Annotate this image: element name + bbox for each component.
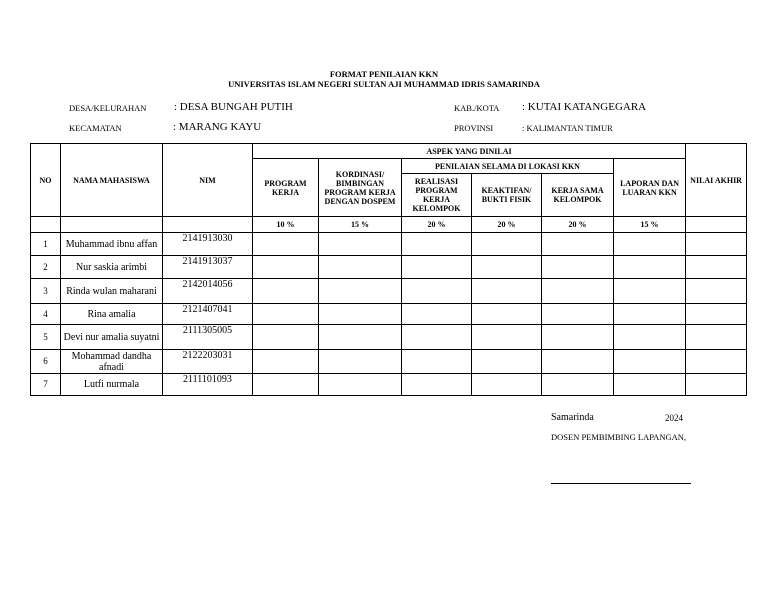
weight-spacer [61,217,163,233]
row-nama: Rinda wulan maharani [61,279,163,304]
header-nama: NAMA MAHASISWA [61,144,163,217]
row-nama: Rina amalia [61,304,163,325]
row-nama: Lutfi nurmala [61,374,163,396]
table-row [31,325,747,350]
row-nim: 2111305005 [163,325,253,350]
row-no: 7 [31,374,61,396]
score-cell [319,374,402,396]
row-nama: Mohammad dandha afnadi [61,350,163,374]
provinsi-value: : KALIMANTAN TIMUR [522,123,613,133]
score-cell [686,279,747,304]
desa-label: DESA/KELURAHAN [69,103,147,113]
weight-keaktifan: 20 % [472,217,542,233]
score-cell [614,304,686,325]
kab-label: KAB./KOTA [454,103,500,113]
score-cell [402,374,472,396]
score-cell [472,304,542,325]
score-cell [542,374,614,396]
score-cell [319,325,402,350]
score-cell [319,256,402,279]
score-cell [472,279,542,304]
score-cell [686,325,747,350]
weight-spacer [163,217,253,233]
footer-signer: DOSEN PEMBIMBING LAPANGAN, [551,432,686,442]
weight-program-kerja: 10 % [253,217,319,233]
score-cell [542,304,614,325]
provinsi-label: PROVINSI [454,123,494,133]
score-cell [614,374,686,396]
assessment-table [30,143,747,396]
row-nama: Devi nur amalia suyatni [61,325,163,350]
header-aspek: ASPEK YANG DINILAI [253,144,686,159]
document-title: FORMAT PENILAIAN KKN [329,69,439,79]
score-cell [402,233,472,256]
table-row [31,233,747,256]
header-nilai-akhir: NILAI AKHIR [686,144,747,217]
score-cell [319,304,402,325]
score-cell [253,374,319,396]
table-row [31,256,747,279]
table-row [31,304,747,325]
score-cell [319,279,402,304]
row-nim: 2141913030 [163,233,253,256]
score-cell [253,279,319,304]
score-cell [253,256,319,279]
header-laporan: LAPORAN DAN LUARAN KKN [614,159,686,217]
row-no: 4 [31,304,61,325]
row-no: 1 [31,233,61,256]
row-no: 6 [31,350,61,374]
footer-place: Samarinda [551,412,594,423]
row-nim: 2142014056 [163,279,253,304]
score-cell [472,374,542,396]
score-cell [686,374,747,396]
weight-laporan: 15 % [614,217,686,233]
header-keaktifan: KEAKTIFAN/ BUKTI FISIK [472,174,542,217]
table-row [31,374,747,396]
weight-kerja-sama: 20 % [542,217,614,233]
row-nim: 2122203031 [163,350,253,374]
header-no: NO [31,144,61,217]
header-program-kerja: PROGRAM KERJA [253,159,319,217]
header-penilaian-lokasi: PENILAIAN SELAMA DI LOKASI KKN [402,159,614,174]
score-cell [686,304,747,325]
row-no: 3 [31,279,61,304]
table-row [31,350,747,374]
score-cell [319,350,402,374]
row-nim: 2121407041 [163,304,253,325]
score-cell [472,233,542,256]
score-cell [402,304,472,325]
score-cell [542,325,614,350]
desa-value: : DESA BUNGAH PUTIH [174,101,293,113]
row-nim: 2111101093 [163,374,253,396]
score-cell [542,350,614,374]
table-row [31,279,747,304]
kecamatan-value: : MARANG KAYU [173,121,262,133]
score-cell [542,256,614,279]
score-cell [542,279,614,304]
header-kerja-sama: KERJA SAMA KELOMPOK [542,174,614,217]
score-cell [253,233,319,256]
weight-realisasi: 20 % [402,217,472,233]
score-cell [614,233,686,256]
score-cell [686,256,747,279]
signature-line [551,483,691,484]
weight-spacer [686,217,747,233]
score-cell [614,256,686,279]
score-cell [402,350,472,374]
weight-kordinasi: 15 % [319,217,402,233]
score-cell [402,256,472,279]
score-cell [686,233,747,256]
row-nama: Nur saskia arimbi [61,256,163,279]
score-cell [472,350,542,374]
score-cell [614,325,686,350]
footer-year: 2024 [665,413,683,423]
header-kordinasi: KORDINASI/ BIMBINGAN PROGRAM KERJA DENGAN DOSPEM [319,159,402,217]
header-nim: NIM [163,144,253,217]
row-no: 2 [31,256,61,279]
score-cell [253,325,319,350]
weight-spacer [31,217,61,233]
kecamatan-label: KECAMATAN [69,123,122,133]
score-cell [686,350,747,374]
header-realisasi: REALISASI PROGRAM KERJA KELOMPOK [402,174,472,217]
row-no: 5 [31,325,61,350]
row-nama: Muhammad ibnu affan [61,233,163,256]
score-cell [542,233,614,256]
score-cell [402,279,472,304]
score-cell [614,279,686,304]
score-cell [253,350,319,374]
score-cell [402,325,472,350]
score-cell [253,304,319,325]
score-cell [614,350,686,374]
score-cell [472,325,542,350]
row-nim: 2141913037 [163,256,253,279]
kab-value: : KUTAI KATANGEGARA [522,101,647,113]
score-cell [319,233,402,256]
score-cell [472,256,542,279]
university-name: UNIVERSITAS ISLAM NEGERI SULTAN AJI MUHAMMAD IDRIS SAMARINDA [228,79,540,89]
